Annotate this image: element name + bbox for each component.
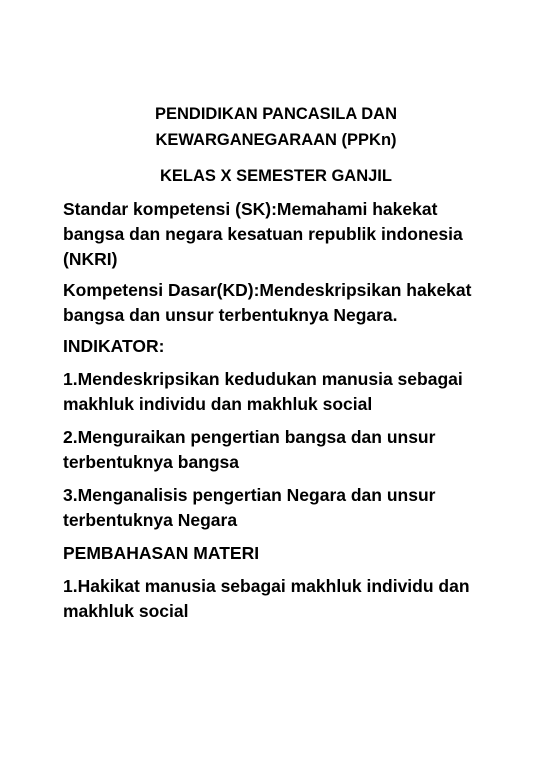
document-content — [63, 101, 483, 624]
pembahasan-heading: PEMBAHASAN MATERI — [63, 543, 260, 563]
document-title-line-2: KEWARGANEGARAAN (PPKn) — [155, 131, 397, 149]
kompetensi-dasar: Kompetensi Dasar(KD):Mendeskripsikan hakekat bangsa dan unsur terbentuknya Negara. — [63, 280, 472, 325]
document-title-line-1: PENDIDIKAN PANCASILA DAN — [154, 105, 397, 123]
indikator-heading: INDIKATOR: — [63, 336, 165, 356]
pembahasan-item-1: 1.Hakikat manusia sebagai makhluk individu dan makhluk social — [63, 576, 470, 621]
indikator-item-3: 3.Menganalisis pengertian Negara dan unsur terbentuknya Negara — [63, 485, 436, 530]
indikator-item-1: 1.Mendeskripsikan kedudukan manusia sebagai makhluk individu dan makhluk social — [63, 369, 463, 414]
indikator-item-2: 2.Menguraikan pengertian bangsa dan unsur terbentuknya bangsa — [63, 427, 436, 472]
class-semester-line: KELAS X SEMESTER GANJIL — [160, 167, 392, 185]
standar-kompetensi: Standar kompetensi (SK):Memahami hakekat bangsa dan negara kesatuan republik indonesia (NKRI) — [63, 199, 463, 269]
